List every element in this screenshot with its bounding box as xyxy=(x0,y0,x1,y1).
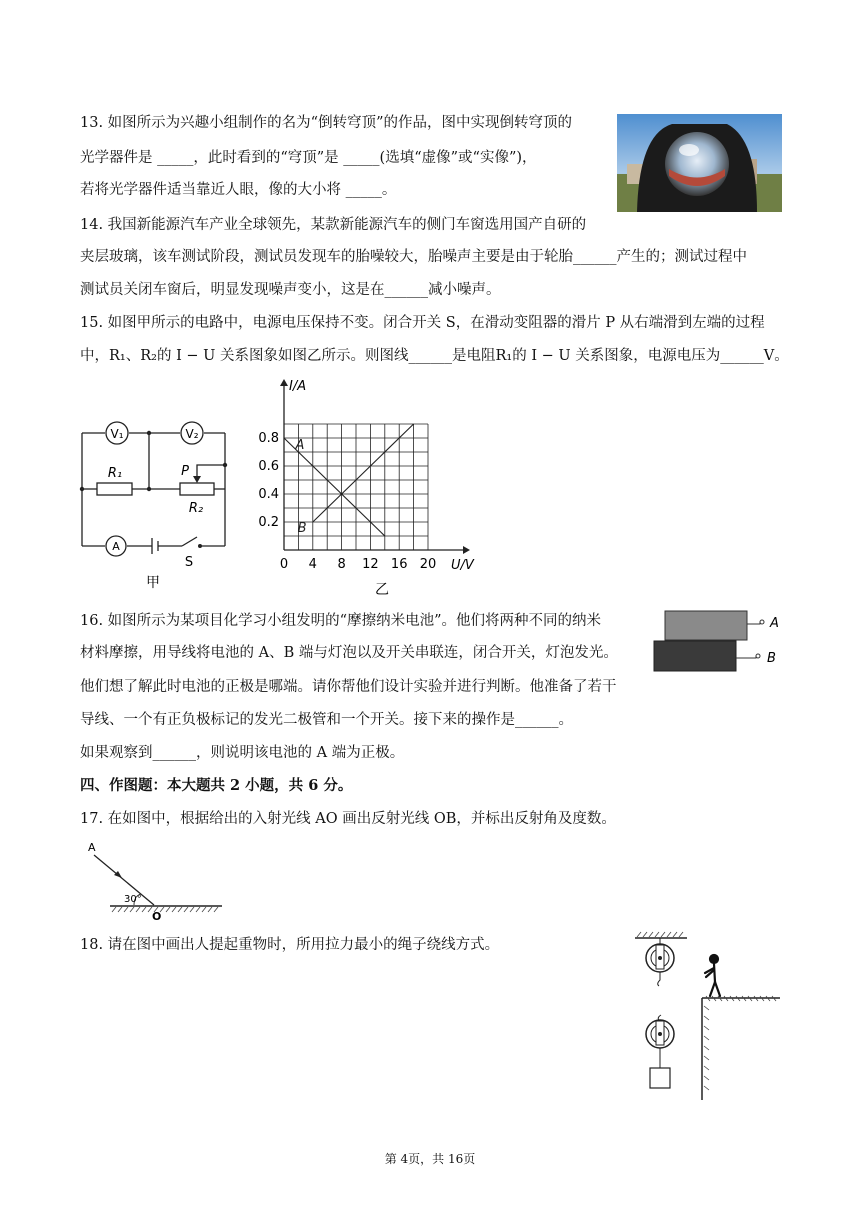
q15-line-1: 15. 如图甲所示的电路中，电源电压保持不变。闭合开关 S，在滑动变阻器的滑片 P 从右端滑到左端的过程 xyxy=(80,315,765,331)
v2-label: V₂ xyxy=(185,427,199,441)
series-line-b xyxy=(313,424,414,522)
r1-label: R₁ xyxy=(107,466,123,481)
series-label-a: A xyxy=(295,438,305,454)
series-label-b: B xyxy=(297,520,307,536)
terminal-b-label: B xyxy=(767,651,776,666)
q14-line-3: 测试员关闭车窗后，明显发现噪声变小，这是在______减小噪声。 xyxy=(80,282,501,298)
q17-text: 17. 在如图中，根据给出的入射光线 AO 画出反射光线 OB，并标出反射角及度数。 xyxy=(80,811,616,827)
point-o-label: O xyxy=(152,910,162,920)
y-tick-label: 0.8 xyxy=(258,431,279,446)
nano-battery-figure xyxy=(650,608,785,673)
x-axis-arrow xyxy=(463,546,470,554)
x-tick-label: 12 xyxy=(362,557,379,572)
ammeter-label: A xyxy=(112,540,120,553)
switch-label: S xyxy=(184,555,194,570)
v1-label: V₁ xyxy=(110,427,124,441)
section-heading: 四、作图题：本大题共 2 小题，共 6 分。 xyxy=(80,777,353,794)
iu-graph xyxy=(255,378,475,598)
x-tick-label: 16 xyxy=(390,557,408,572)
reflection-figure xyxy=(82,838,227,920)
q13-line-1: 13. 如图所示为兴趣小组制作的名为“倒转穹顶”的作品，图中实现倒转穹顶的 xyxy=(80,115,572,131)
q13-line-2: 光学器件是 _____，此时看到的“穹顶”是 _____(选填“虚像”或“实像”)， xyxy=(80,150,537,166)
page-footer: 第 4页，共 16页 xyxy=(384,1152,476,1166)
circuit-diagram xyxy=(75,415,240,590)
y-axis-label: I/A xyxy=(289,379,307,394)
point-a-label: A xyxy=(88,841,96,854)
y-tick-label: 0.4 xyxy=(258,487,279,502)
x-tick-label: 8 xyxy=(337,557,346,572)
q14-line-1: 14. 我国新能源汽车产业全球领先，某款新能源汽车的侧门车窗选用国产自研的 xyxy=(80,217,587,233)
q16-line-5: 如果观察到______，则说明该电池的 A 端为正极。 xyxy=(80,745,405,761)
r2-label: R₂ xyxy=(188,501,204,516)
terminal-a-label: A xyxy=(770,616,779,631)
crystal-ball-photo xyxy=(617,114,782,212)
circuit-caption: 甲 xyxy=(146,575,160,590)
graph-caption: 乙 xyxy=(375,582,389,598)
y-axis-arrow xyxy=(280,379,288,386)
y-tick-label: 0.6 xyxy=(258,459,279,474)
q16-line-4: 导线、一个有正负极标记的发光二极管和一个开关。接下来的操作是______。 xyxy=(80,712,573,728)
q15-line-2: 中，R₁、R₂的 I − U 关系图象如图乙所示。则图线______是电阻R₁的 I − U 关系图象，电源电压为______V。 xyxy=(80,348,789,364)
q16-line-2: 材料摩擦，用导线将电池的 A、B 端与灯泡以及开关串联连，闭合开关，灯泡发光。 xyxy=(80,645,618,661)
q13-line-3: 若将光学器件适当靠近人眼，像的大小将 _____。 xyxy=(80,182,397,198)
x-tick-label: 0 xyxy=(279,557,289,572)
angle-label: 30° xyxy=(124,894,142,905)
q18-text: 18. 请在图中画出人提起重物时，所用拉力最小的绳子绕线方式。 xyxy=(80,937,500,953)
x-tick-label: 4 xyxy=(308,557,317,572)
q16-line-3: 他们想了解此时电池的正极是哪端。请你帮他们设计实验并进行判断。他准备了若干 xyxy=(80,679,617,695)
x-axis-label: U/V xyxy=(451,558,474,573)
p-label: P xyxy=(181,464,189,479)
q14-line-2: 夹层玻璃，该车测试阶段，测试员发现车的胎噪较大，胎噪声主要是由于轮胎______产生的；测试过程中 xyxy=(80,249,747,265)
q16-line-1: 16. 如图所示为某项目化学习小组发明的“摩擦纳米电池”。他们将两种不同的纳米 xyxy=(80,613,601,629)
x-tick-label: 20 xyxy=(419,557,437,572)
y-tick-label: 0.2 xyxy=(258,515,279,530)
pulley-figure xyxy=(632,930,784,1105)
